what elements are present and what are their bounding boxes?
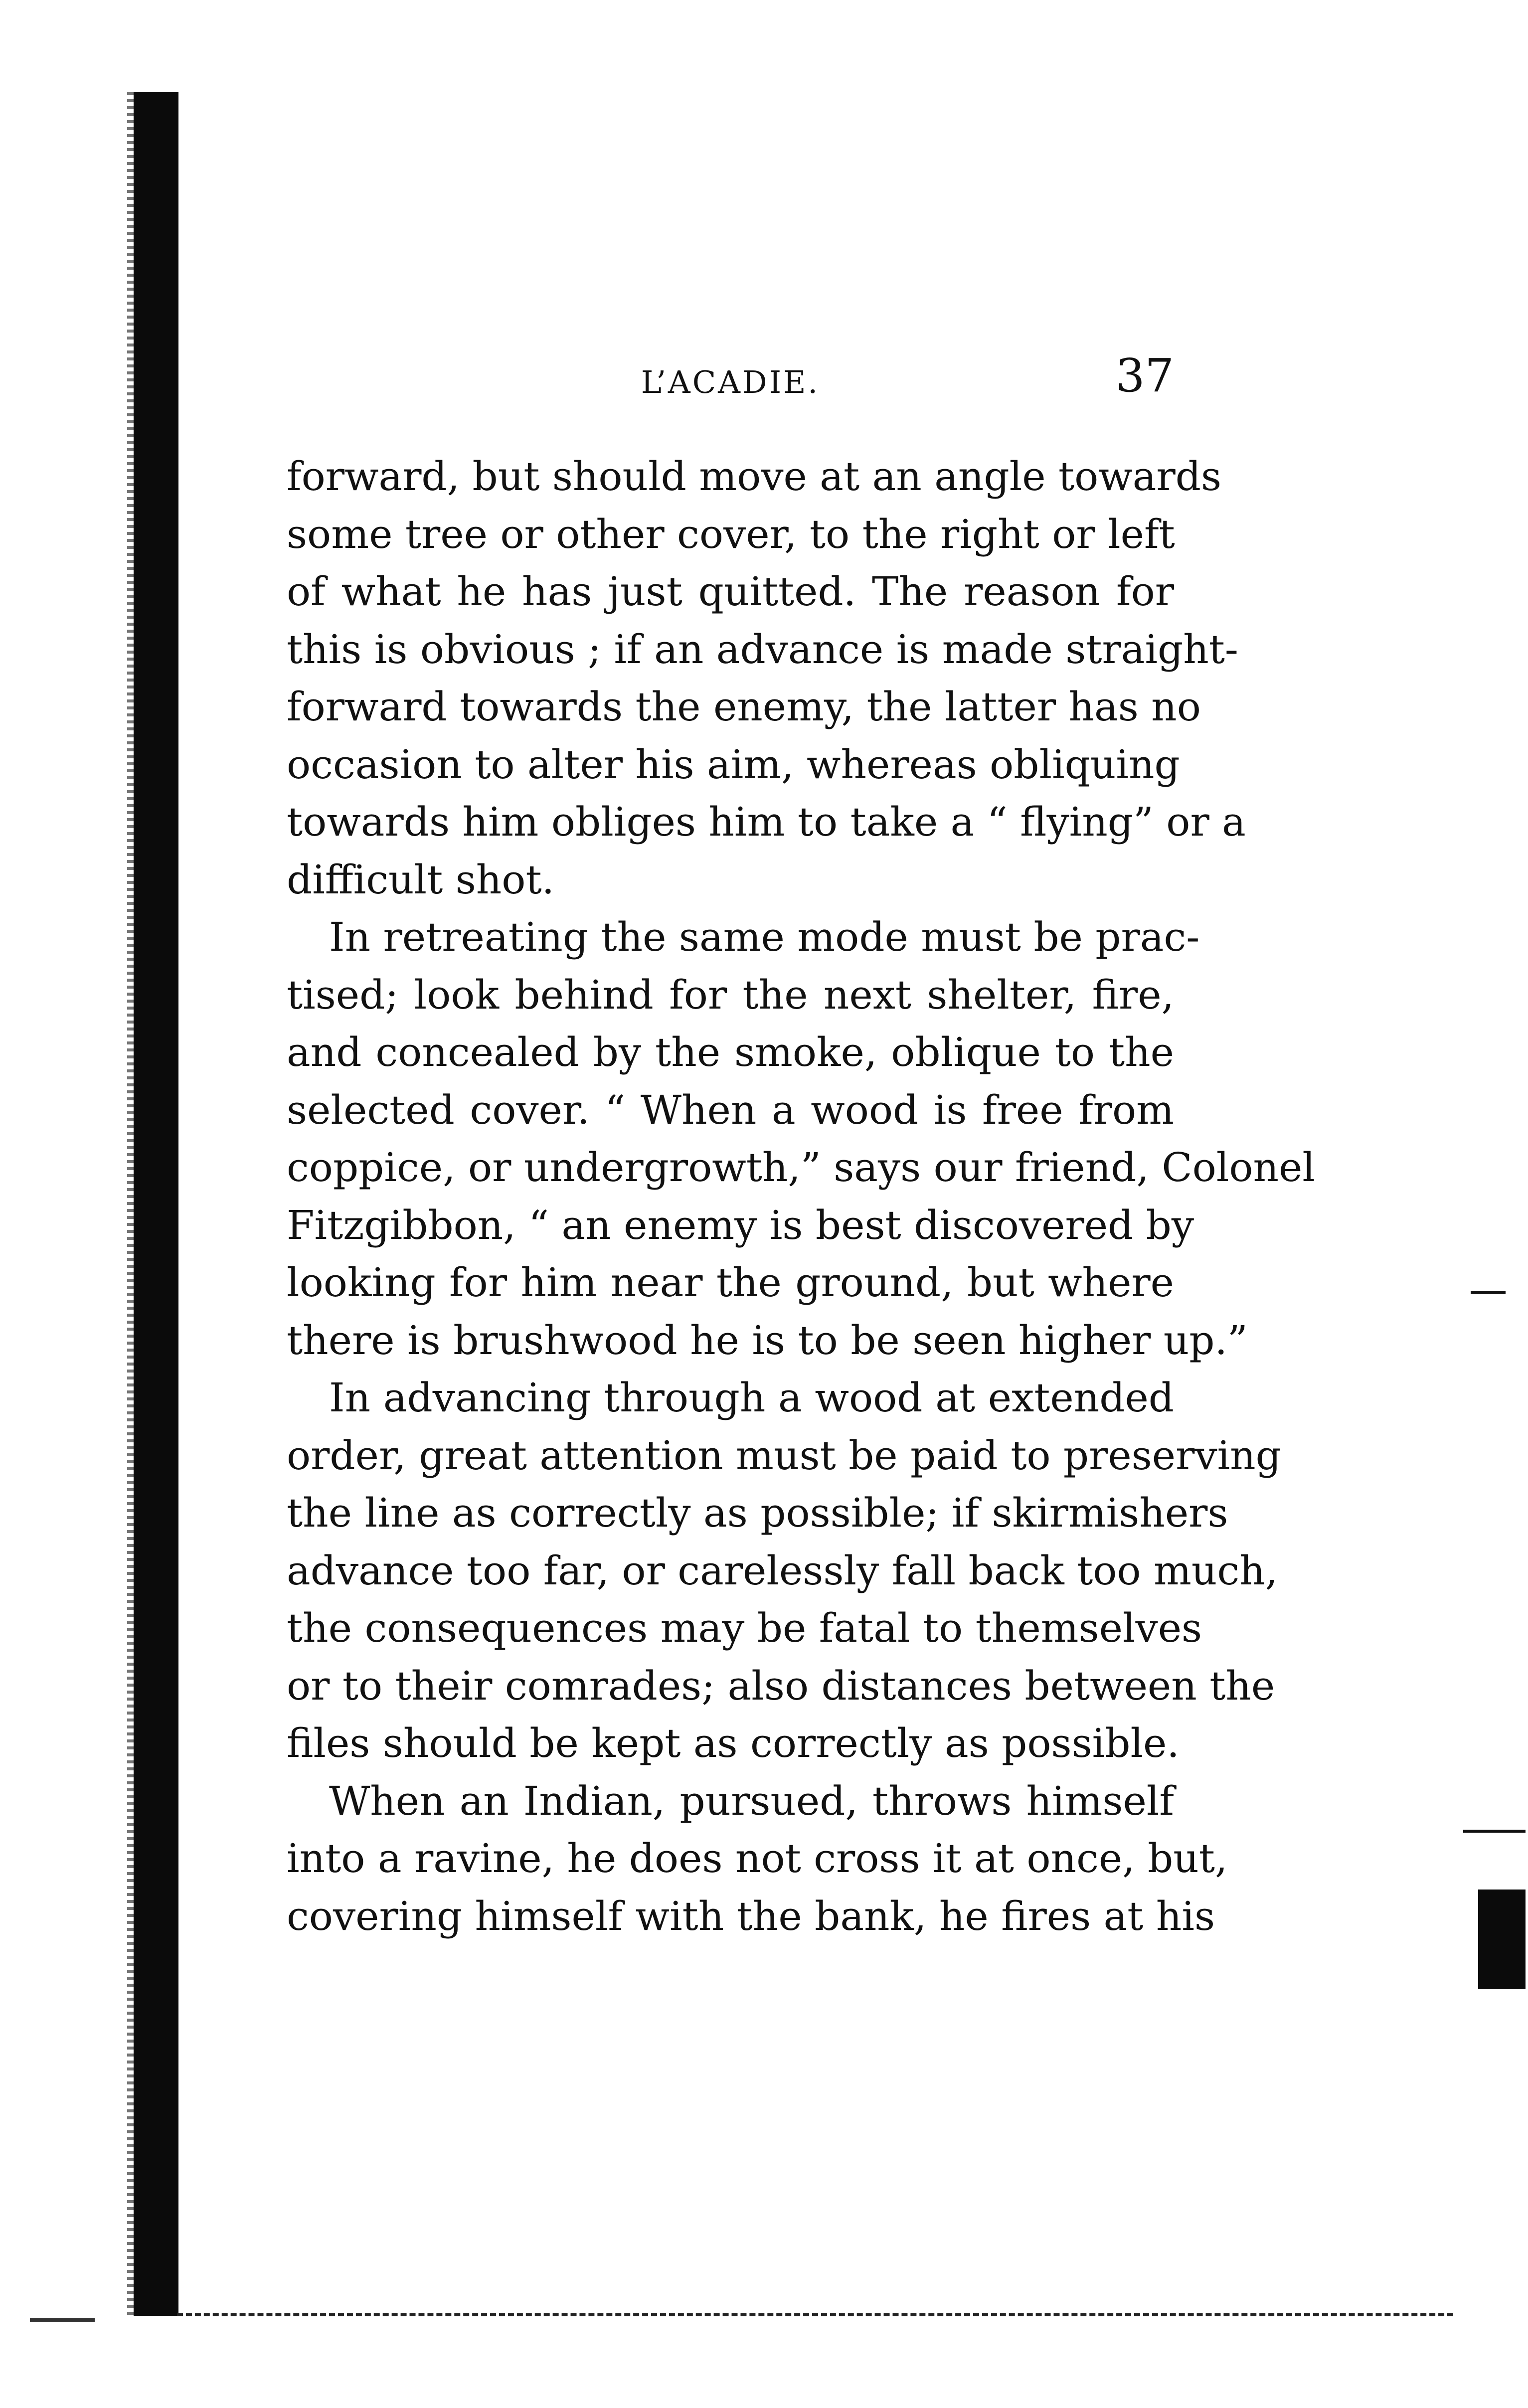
text-line: covering himself with the bank, he fires at his [287,1892,1215,1939]
text-line: occasion to alter his aim, whereas obliquing [287,741,1180,788]
text-line: advance too far, or carelessly fall back too much, [287,1547,1278,1594]
bottom-corner-mark [30,2318,95,2322]
margin-block-mark [1478,1890,1526,1989]
text-line: forward towards the enemy, the latter has no [287,684,1201,730]
text-line: selected cover. “ When a wood is free from [287,1086,1174,1133]
text-line: Fitzgibbon, “ an enemy is best discovered by [287,1202,1194,1248]
margin-dash-mark [1471,1291,1506,1294]
text-line: tised; look behind for the next shelter, fire, [287,971,1174,1018]
text-line: difficult shot. [287,856,555,903]
body-text [287,448,1315,1945]
text-line: the consequences may be fatal to themselves [287,1605,1202,1651]
text-line: coppice, or undergrowth,” says our friend, Colonel [287,1144,1315,1191]
text-line: or to their comrades; also distances between the [287,1662,1275,1709]
text-line: order, great attention must be paid to preserving [287,1432,1281,1479]
text-line: the line as correctly as possible; if skirmishers [287,1490,1228,1536]
text-line: In advancing through a wood at extended [329,1375,1174,1421]
text-line: forward, but should move at an angle towards [287,453,1221,500]
text-line: files should be kept as correctly as possible. [287,1720,1180,1766]
running-header [287,349,1174,414]
text-line: In retreating the same mode must be prac- [329,914,1200,960]
text-line: some tree or other cover, to the right or left [287,511,1175,557]
text-line: there is brushwood he is to be seen higher up.” [287,1317,1248,1364]
bottom-page-rule [177,2313,1453,2316]
text-line: looking for him near the ground, but where [287,1259,1174,1306]
page-number: 37 [1115,349,1174,402]
margin-line-mark [1463,1830,1526,1833]
text-line: When an Indian, pursued, throws himself [329,1777,1174,1824]
text-line: into a ravine, he does not cross it at once, but, [287,1835,1228,1882]
running-head-title: L’ACADIE. [641,364,820,400]
text-line: and concealed by the smoke, oblique to the [287,1029,1174,1075]
text-line: this is obvious ; if an advance is made straight- [287,626,1238,673]
book-binding-shadow [134,92,178,2316]
text-line: of what he has just quitted. The reason for [287,568,1174,615]
text-line: towards him obliges him to take a “ flying” or a [287,799,1246,845]
